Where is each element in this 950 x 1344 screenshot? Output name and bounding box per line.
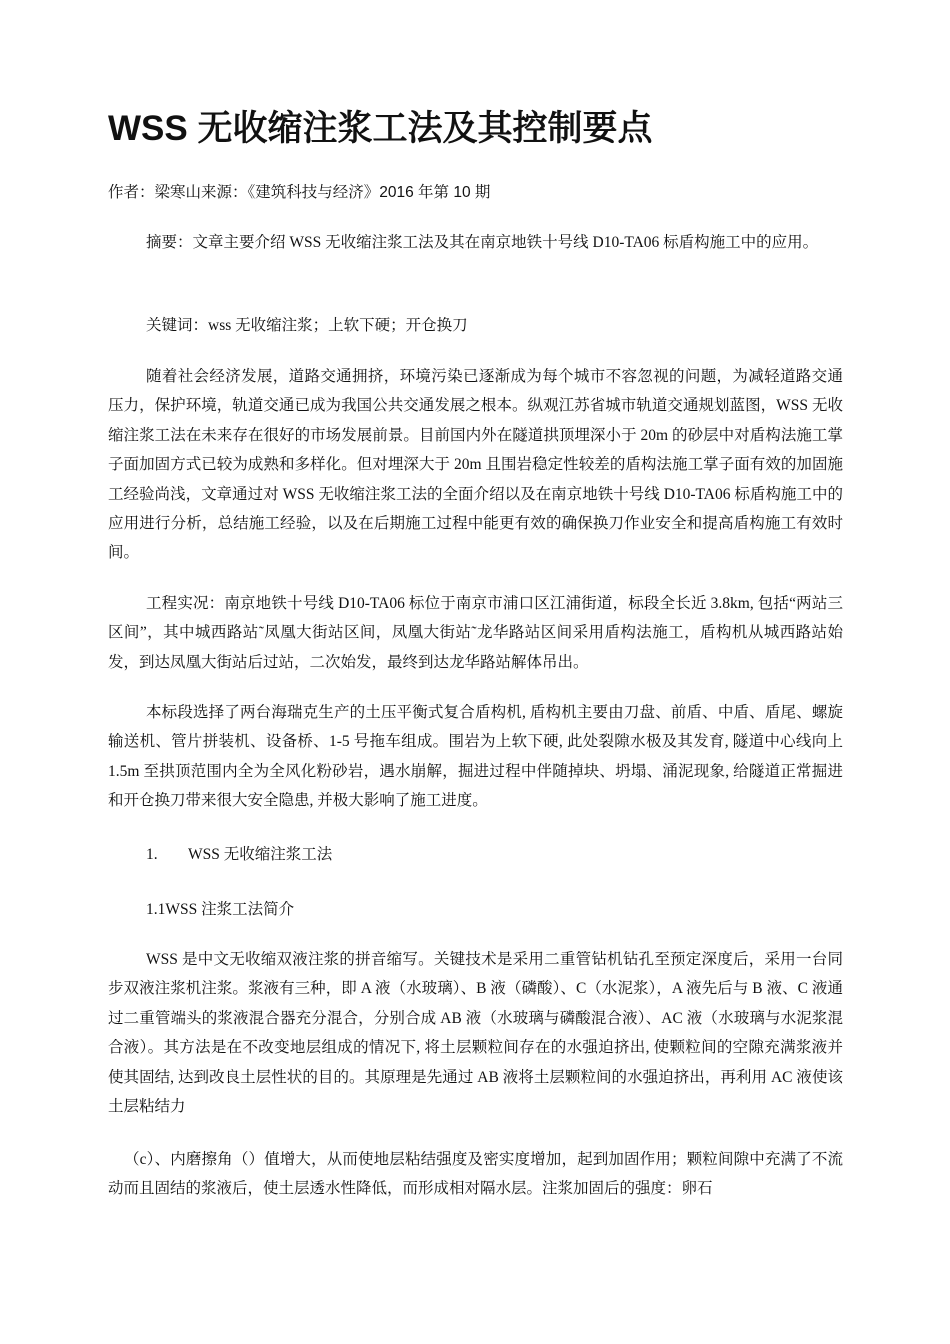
continuation-paragraph: （c）、内磨擦角（）值增大，从而使地层粘结强度及密实度增加，起到加固作用；颗粒间隙中充满了不流动而且固结的浆液后，使土层透水性降低，而形成相对隔水层。注浆加固后的强度：卵石 xyxy=(108,1151,843,1198)
shield-machine-paragraph: 本标段选择了两台海瑞克生产的土压平衡式复合盾构机, 盾构机主要由刀盘、前盾、中盾、盾尾、螺旋输送机、管片拼装机、设备桥、1-5 号拖车组成。围岩为上软下硬, 此处裂隙水极及其发育, 隧道中心线向上 1.5m 至拱顶范围内全为全风化粉砂岩，遇水崩解，掘进过程中伴随掉块、坍塌、涌泥现象, 给隧道正常掘进和开仓换刀带来很大安全隐患, 并极大影响了施工进度。 xyxy=(108,704,843,810)
section-1-heading xyxy=(146,840,332,869)
abstract-paragraph: 摘要：文章主要介绍 WSS 无收缩注浆工法及其在南京地铁十号线 D10-TA06 标盾构施工中的应用。 xyxy=(146,234,819,251)
section-1-number: 1. xyxy=(146,846,158,863)
document-title: WSS 无收缩注浆工法及其控制要点 xyxy=(108,109,653,148)
intro-paragraph: 随着社会经济发展，道路交通拥挤，环境污染已逐渐成为每个城市不容忽视的问题，为减轻道路交通压力，保护环境，轨道交通已成为我国公共交通发展之根本。纵观江苏省城市轨道交通规划蓝图，WSS 无收缩注浆工法在未来存在很好的市场发展前景。目前国内外在隧道拱顶埋深小于 20m 的砂层中对盾构法施工掌子面加固方式已较为成熟和多样化。但对埋深大于 20m 且围岩稳定性较差的盾构法施工掌子面有效的加固施工经验尚浅，文章通过对 WSS 无收缩注浆工法的全面介绍以及在南京地铁十号线 D10-TA06 标盾构施工中的应用进行分析，总结施工经验，以及在后期施工过程中能更有效的确保换刀作业安全和提高盾构施工有效时间。 xyxy=(108,368,843,562)
section-1-1-heading: 1.1WSS 注浆工法简介 xyxy=(146,901,295,918)
wss-description-paragraph: WSS 是中文无收缩双液注浆的拼音缩写。关键技术是采用二重管钻机钻孔至预定深度后，采用一台同步双液注浆机注浆。浆液有三种，即 A 液（水玻璃）、B 液（磷酸）、C（水泥浆），A 液先后与 B 液、C 液通过二重管端头的浆液混合器充分混合，分别合成 AB 液（水玻璃与磷酸混合液）、AC 液（水玻璃与水泥浆混合液）。其方法是在不改变地层组成的情况下, 将土层颗粒间存在的水强迫挤出, 使颗粒间的空隙充满浆液并使其固结, 达到改良土层性状的目的。其原理是先通过 AB 液将土层颗粒间的水强迫挤出，再利用 AC 液使该土层粘结力 xyxy=(108,951,843,1116)
keywords-paragraph: 关键词：wss 无收缩注浆；上软下硬；开仓换刀 xyxy=(146,317,468,334)
project-overview-paragraph: 工程实况：南京地铁十号线 D10-TA06 标位于南京市浦口区江浦街道，标段全长近 3.8km, 包括“两站三区间”，其中城西路站˜凤凰大街站区间，凤凰大街站˜龙华路站区间采用盾构法施工，盾构机从城西路站始发，到达凤凰大街站后过站，二次始发，最终到达龙华路站解体吊出。 xyxy=(108,595,843,671)
author-source-line: 作者：梁寒山来源：《建筑科技与经济》2016 年第 10 期 xyxy=(108,184,491,201)
section-1-title: WSS 无收缩注浆工法 xyxy=(188,846,333,863)
